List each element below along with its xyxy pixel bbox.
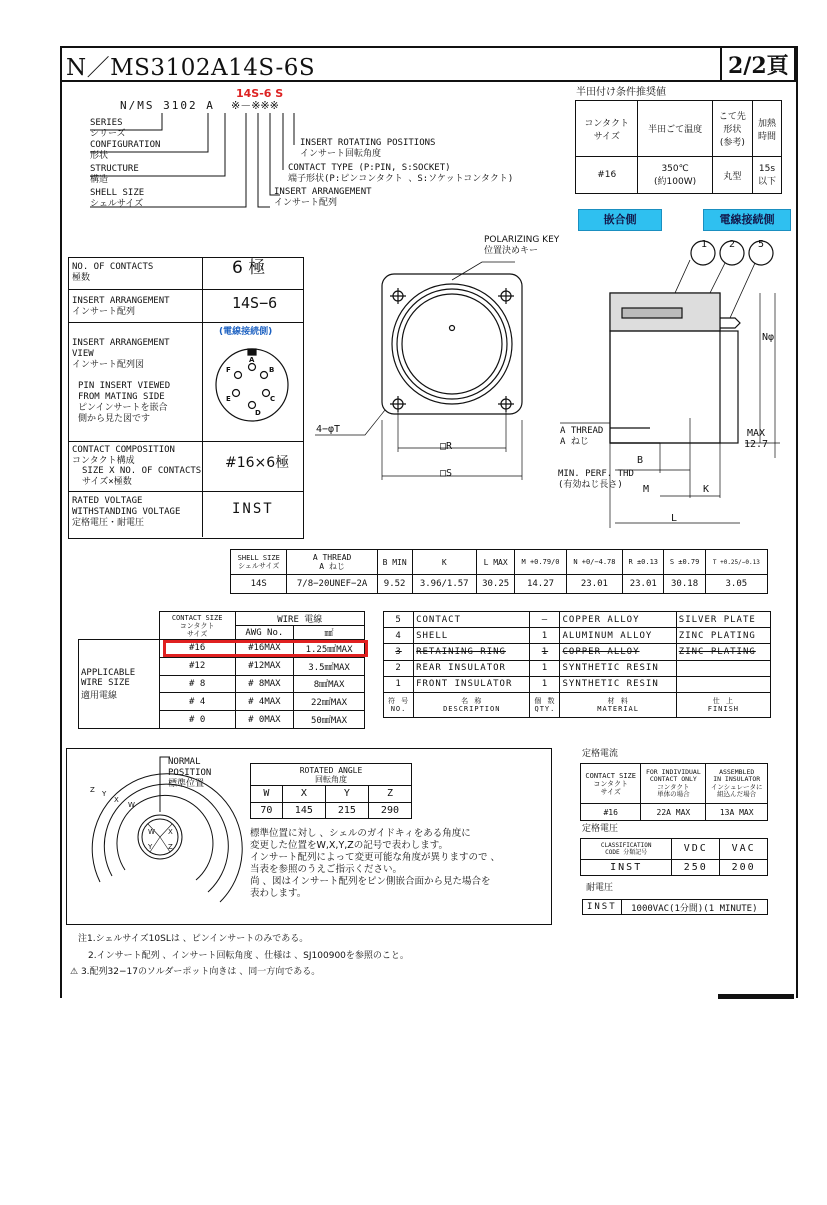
- rotated-angle-title: ROTATED ANGLE 回転角度: [251, 764, 412, 786]
- wire-cell-size: #12: [159, 657, 235, 675]
- spec-view-badge: (電線接続側): [219, 327, 273, 337]
- material-footer-description: 名 称 DESCRIPTION: [414, 692, 530, 717]
- wire-cell-mm2: 50㎟MAX: [294, 711, 365, 729]
- wire-cell-size: # 0: [159, 711, 235, 729]
- current-header-assembled: ASSEMBLED IN INSULATOR インシュレータに 組込んだ場合: [706, 764, 768, 804]
- pin-label-b: B: [269, 366, 275, 374]
- dim-cell-thread: 7/8−20UNEF−2A: [287, 575, 377, 594]
- note-1: 注1.シェルサイズ10SLは 、ピンインサートのみである。: [78, 934, 309, 944]
- document-title: N／MS3102A14S-6S: [66, 55, 316, 81]
- dim-cell-s: 30.18: [664, 575, 705, 594]
- material-material: SYNTHETIC RESIN: [560, 676, 676, 692]
- angle-value-y: 215: [325, 802, 368, 819]
- material-finish: SILVER PLATE: [676, 612, 770, 628]
- dim-header-m: M +0.79/0: [515, 550, 566, 575]
- current-table: [580, 763, 768, 821]
- spec-label-arrangement: INSERT ARRANGEMENT インサート配列: [72, 296, 170, 317]
- material-finish: [676, 660, 770, 676]
- material-footer-qty: 個 数 QTY.: [530, 692, 560, 717]
- dim-n-label: Nφ: [762, 332, 775, 343]
- part-code-prefix: N/MS 3102 A: [120, 99, 215, 112]
- solder-cell-temp: 350℃ (約100W): [638, 157, 712, 194]
- material-finish: ZINC PLATING: [676, 644, 770, 660]
- spec-row-line: [68, 289, 304, 290]
- label-series: SERIES シリーズ: [90, 118, 126, 139]
- dim-cell-t: 3.05: [705, 575, 767, 594]
- wire-header-mm2: ㎟: [294, 626, 365, 640]
- part-code-red: 14S-6 S: [236, 87, 284, 100]
- polarizing-key-label: POLARIZING KEY 位置決めキー: [484, 235, 560, 256]
- label-contact-type: CONTACT TYPE (P:PIN, S:SOCKET) 端子形状(P:ピンコンタクト 、S:ソケットコンタクト): [288, 163, 514, 184]
- spec-row-line: [68, 441, 304, 442]
- dim-header-n: N +0/−4.78: [566, 550, 622, 575]
- material-no: 3: [384, 644, 414, 660]
- angle-value-x: 145: [282, 802, 325, 819]
- dim-r-label: □R: [440, 441, 453, 452]
- dim-cell-shell: 14S: [231, 575, 287, 594]
- a-thread-label: A THREAD A ねじ: [560, 426, 604, 447]
- dim-cell-n: 23.01: [566, 575, 622, 594]
- front-view-drawing: [310, 240, 560, 520]
- wire-cell-awg: # 8MAX: [235, 675, 294, 693]
- material-description: SHELL: [414, 628, 530, 644]
- dim-header-t: T +0.25/−0.13: [705, 550, 767, 575]
- dim-cell-l: 30.25: [476, 575, 514, 594]
- callout-2: 2: [729, 239, 736, 250]
- voltage-cell-vac: 200: [720, 859, 768, 875]
- material-finish: ZINC PLATING: [676, 628, 770, 644]
- rot-inner-w: W: [148, 828, 155, 836]
- angle-header-y: Y: [325, 786, 368, 803]
- dim-header-k: K: [412, 550, 476, 575]
- current-header-individual: FOR INDIVIDUAL CONTACT ONLY コンタクト 単体の場合: [641, 764, 706, 804]
- label-insert-rotating: INSERT ROTATING POSITIONS インサート回転角度: [300, 138, 436, 159]
- material-qty: 1: [530, 676, 560, 692]
- wire-header-awg: AWG No.: [235, 626, 294, 640]
- material-table: [383, 611, 771, 718]
- voltage-header-code: CLASSIFICATION CODE 分類記号: [581, 839, 672, 860]
- spec-view-note: PIN INSERT VIEWED FROM MATING SIDE ピンインサートを嵌合 側から見た図です: [78, 381, 171, 424]
- dim-header-s: S ±0.79: [664, 550, 705, 575]
- wire-cell-awg: # 0MAX: [235, 711, 294, 729]
- min-perf-label: MIN. PERF. THD (有効ねじ長さ): [558, 469, 634, 490]
- solder-header-time: 加熱 時間: [753, 101, 782, 157]
- label-configuration: CONFIGURATION 形状: [90, 140, 161, 161]
- dim-b-label: B: [637, 455, 644, 466]
- pin-label-e: E: [226, 395, 231, 403]
- withstand-cell-value: 1000VAC(1分間)(1 MINUTE): [621, 900, 767, 915]
- material-material: COPPER ALLOY: [560, 612, 676, 628]
- spec-row-line: [68, 322, 304, 323]
- angle-value-z: 290: [368, 802, 411, 819]
- callout-1: 1: [701, 239, 708, 250]
- part-code-wild: ※－※※※: [231, 99, 279, 112]
- wire-side-badge: 電線接続側: [703, 209, 791, 231]
- dim-k-label: K: [703, 484, 710, 495]
- wire-table-label: APPLICABLE WIRE SIZE 適用電線: [79, 640, 160, 729]
- page-number: 2/2頁: [728, 53, 789, 79]
- material-qty: 1: [530, 628, 560, 644]
- rotated-angle-table: [250, 763, 412, 819]
- pin-label-a: A: [249, 356, 255, 364]
- wire-cell-mm2: 1.25㎟MAX: [294, 640, 365, 658]
- dim-header-r: R ±0.13: [623, 550, 664, 575]
- wire-header-wire: WIRE 電線: [235, 612, 364, 626]
- angle-value-w: 70: [251, 802, 283, 819]
- material-material: SYNTHETIC RESIN: [560, 660, 676, 676]
- spec-label-view: INSERT ARRANGEMENT VIEW インサート配列図: [72, 338, 170, 370]
- voltage-title: 定格電圧: [582, 824, 619, 834]
- solder-header-size: コンタクト サイズ: [576, 101, 638, 157]
- spec-label-contacts: NO. OF CONTACTS 極数: [72, 262, 154, 283]
- voltage-header-vac: VAC: [720, 839, 768, 860]
- rot-inner-y: Y: [148, 843, 153, 851]
- current-title: 定格電流: [582, 749, 619, 759]
- wire-size-table: [78, 611, 365, 729]
- withstand-title: 耐電圧: [586, 883, 614, 893]
- solder-table-title: 半田付け条件推奨値: [576, 87, 666, 98]
- dim-cell-r: 23.01: [623, 575, 664, 594]
- material-qty: 1: [530, 660, 560, 676]
- material-description: REAR INSULATOR: [414, 660, 530, 676]
- wire-cell-mm2: 8㎟MAX: [294, 675, 365, 693]
- solder-header-temp: 半田ごて温度: [638, 101, 712, 157]
- rot-inner-x: X: [168, 828, 173, 836]
- solder-cell-time: 15s 以下: [753, 157, 782, 194]
- dim-s-label: □S: [440, 468, 453, 479]
- rot-outer-z: Z: [90, 786, 95, 794]
- spec-value-voltage: INST: [232, 501, 274, 517]
- note-2: 2.インサート配列 、インサート回転角度 、仕様は 、SJ100900を参照のこと。: [88, 951, 409, 961]
- material-no: 4: [384, 628, 414, 644]
- wire-cell-awg: #16MAX: [235, 640, 294, 658]
- rot-outer-w: W: [128, 801, 135, 809]
- spec-label-composition: CONTACT COMPOSITION コンタクト構成: [72, 445, 175, 466]
- spec-label-voltage: RATED VOLTAGE WITHSTANDING VOLTAGE 定格電圧・耐電圧: [72, 496, 181, 528]
- wire-cell-awg: #12MAX: [235, 657, 294, 675]
- rot-outer-x: X: [114, 796, 119, 804]
- material-description: CONTACT: [414, 612, 530, 628]
- dim-header-b: B MIN: [377, 550, 412, 575]
- dim-header-l: L MAX: [476, 550, 514, 575]
- rot-outer-y: Y: [102, 790, 107, 798]
- wire-cell-awg: # 4MAX: [235, 693, 294, 711]
- wire-cell-size: #16: [159, 640, 235, 658]
- material-qty: 1: [530, 644, 560, 660]
- spec-row-line: [68, 491, 304, 492]
- withstand-table: [582, 899, 768, 915]
- angle-header-z: Z: [368, 786, 411, 803]
- wire-header-contact: CONTACT SIZE コンタクト サイズ: [159, 612, 235, 640]
- spec-value-arrangement: 14S−6: [232, 294, 278, 312]
- voltage-cell-vdc: 250: [672, 859, 720, 875]
- rotation-note: 標準位置に対し 、シェルのガイドキィをある角度に 変更した位置をW,X,Y,Zの記号で表わします。 インサート配列によって変更可能な角度が異りますので 、 当表を参照のうえご指示ください。 尚 、図はインサート配列をピン側嵌合面から見た場合を 表わします。: [250, 828, 501, 899]
- dim-cell-k: 3.96/1.57: [412, 575, 476, 594]
- angle-header-w: W: [251, 786, 283, 803]
- withstand-cell-code: INST: [583, 900, 622, 915]
- current-header-size: CONTACT SIZE コンタクト サイズ: [581, 764, 641, 804]
- warning-icon: ⚠: [70, 967, 81, 977]
- material-footer-no: 符 号 NO.: [384, 692, 414, 717]
- callout-5: 5: [758, 239, 765, 250]
- material-description: RETAINING RING: [414, 644, 530, 660]
- dim-max-label: MAX 12.7: [744, 428, 769, 450]
- rotation-diagram: [70, 752, 250, 920]
- dim-l-label: L: [671, 513, 678, 524]
- pin-label-f: F: [226, 366, 231, 374]
- label-structure: STRUCTURE 構造: [90, 164, 139, 185]
- dimension-table: [230, 549, 768, 594]
- solder-header-tip: こて先 形状 (参考): [712, 101, 752, 157]
- spec-value-contacts: 6 極: [232, 258, 266, 278]
- material-no: 5: [384, 612, 414, 628]
- dim-header-thread: A THREAD A ねじ: [287, 550, 377, 575]
- current-cell-size: #16: [581, 804, 641, 821]
- normal-position-label: NORMAL POSITION 標準位置: [168, 757, 212, 789]
- material-finish: [676, 676, 770, 692]
- solder-cell-tip: 丸型: [712, 157, 752, 194]
- current-cell-individual: 22A MAX: [641, 804, 706, 821]
- material-material: ALUMINUM ALLOY: [560, 628, 676, 644]
- dim-header-shell: SHELL SIZE シェルサイズ: [231, 550, 287, 575]
- bottom-bar: [718, 994, 794, 999]
- insert-view-diagram: [212, 343, 292, 427]
- spec-comp-note: SIZE X NO. OF CONTACTS サイズ×極数: [82, 466, 202, 487]
- pin-label-c: C: [270, 395, 276, 403]
- angle-header-x: X: [282, 786, 325, 803]
- dim-m-label: M: [643, 484, 650, 495]
- mating-side-badge: 嵌合側: [578, 209, 662, 231]
- wire-cell-mm2: 3.5㎟MAX: [294, 657, 365, 675]
- label-shell-size: SHELL SIZE シェルサイズ: [90, 188, 145, 209]
- material-footer-finish: 仕 上 FINISH: [676, 692, 770, 717]
- material-footer-material: 材 料 MATERIAL: [560, 692, 676, 717]
- current-cell-assembled: 13A MAX: [706, 804, 768, 821]
- dim-cell-m: 14.27: [515, 575, 566, 594]
- material-description: FRONT INSULATOR: [414, 676, 530, 692]
- dim-cell-b: 9.52: [377, 575, 412, 594]
- solder-cell-size: #16: [576, 157, 638, 194]
- material-material: COPPER ALLOY: [560, 644, 676, 660]
- material-no: 1: [384, 676, 414, 692]
- wire-cell-size: # 8: [159, 675, 235, 693]
- wire-cell-size: # 4: [159, 693, 235, 711]
- voltage-table: [580, 838, 768, 876]
- rot-inner-z: Z: [168, 843, 173, 851]
- spec-table-divider: [202, 257, 203, 537]
- solder-table: [575, 100, 782, 194]
- spec-value-composition: #16×6極: [225, 455, 290, 471]
- voltage-cell-code: INST: [581, 859, 672, 875]
- voltage-header-vdc: VDC: [672, 839, 720, 860]
- highlight-box: [163, 640, 368, 657]
- material-no: 2: [384, 660, 414, 676]
- note-3: ⚠ 3.配列32−17のソルダーポット向きは 、同一方向である。: [70, 967, 321, 977]
- holes-label: 4−φT: [316, 424, 341, 435]
- material-qty: —: [530, 612, 560, 628]
- wire-cell-mm2: 22㎟MAX: [294, 693, 365, 711]
- label-insert-arrangement: INSERT ARRANGEMENT インサート配列: [274, 187, 372, 208]
- pin-label-d: D: [255, 409, 261, 417]
